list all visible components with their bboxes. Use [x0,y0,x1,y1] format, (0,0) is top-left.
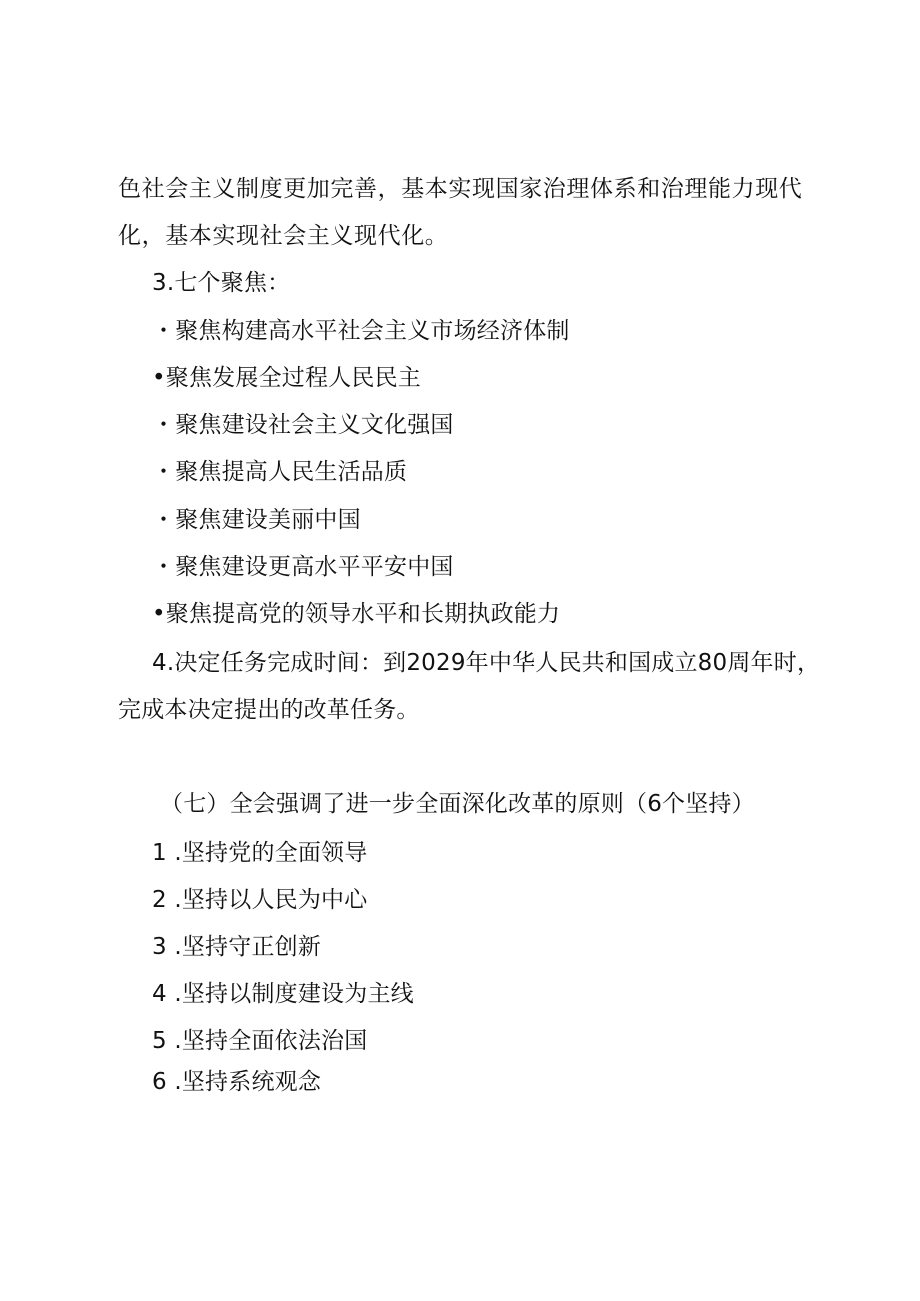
list-item: 2 .坚持以人民为中心 [152,887,368,913]
list-item: •聚焦提高党的领导水平和长期执政能力 [152,601,561,627]
list-item: 4 .坚持以制度建设为主线 [152,981,414,1007]
paragraph-line: 色社会主义制度更加完善，基本实现国家治理体系和治理能力现代 [118,176,803,202]
list-item: ・聚焦构建高水平社会主义市场经济体制 [152,318,570,344]
list-item: ・聚焦建设更高水平平安中国 [152,554,454,580]
list-item: 1 .坚持党的全面领导 [152,840,368,866]
paragraph-line: 化，基本实现社会主义现代化。 [118,223,449,249]
list-item: 3 .坚持守正创新 [152,934,322,960]
paragraph-line: 4.决定任务完成时间：到2029年中华人民共和国成立80周年时， [152,650,821,676]
list-item: ・聚焦建设美丽中国 [152,507,361,533]
paragraph-line: 完成本决定提出的改革任务。 [118,697,420,723]
list-item: 6 .坚持系统观念 [152,1069,322,1095]
section-heading-seven-focus: 3.七个聚焦： [152,270,291,296]
list-item: •聚焦发展全过程人民民主 [152,365,421,391]
list-item: ・聚焦建设社会主义文化强国 [152,412,454,438]
list-item: 5 .坚持全面依法治国 [152,1028,368,1054]
list-item: ・聚焦提高人民生活品质 [152,459,408,485]
section-heading-seven: （七）全会强调了进一步全面深化改革的原则（6个坚持） [160,791,755,817]
